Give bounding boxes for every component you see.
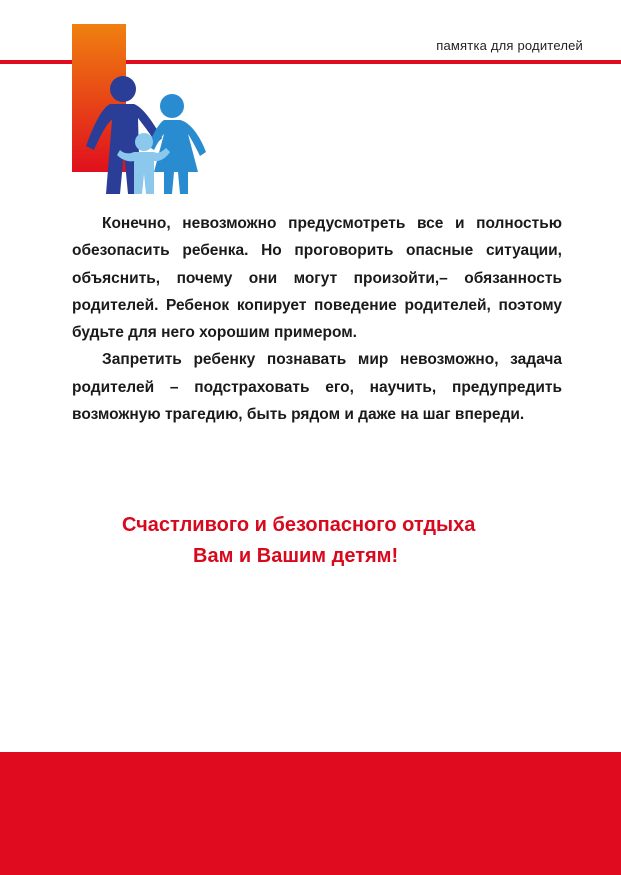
closing-line-2: Вам и Вашим детям! — [193, 545, 399, 567]
header-label: памятка для родителей — [436, 38, 583, 53]
closing-wish — [72, 510, 562, 572]
closing-line-1: Счастливого и безопасного отдыха — [122, 514, 476, 536]
body-text — [72, 210, 562, 428]
body-paragraph-2: Запретить ребенку познавать мир невозможно, задача родителей – подстраховать его, научить, предупредить возможную трагедию, быть рядом и даже на шаг впереди. — [72, 351, 562, 424]
family-icon — [72, 24, 212, 199]
body-paragraph-1: Конечно, невозможно предусмотреть все и полностью обезопасить ребенка. Но проговорить опасные ситуации, объяснить, почему они могут произойти,– обязанность родителей. Ребенок копирует поведение родителей, поэтому будьте для него хорошим примером. — [72, 215, 562, 342]
footer-band — [0, 752, 621, 875]
